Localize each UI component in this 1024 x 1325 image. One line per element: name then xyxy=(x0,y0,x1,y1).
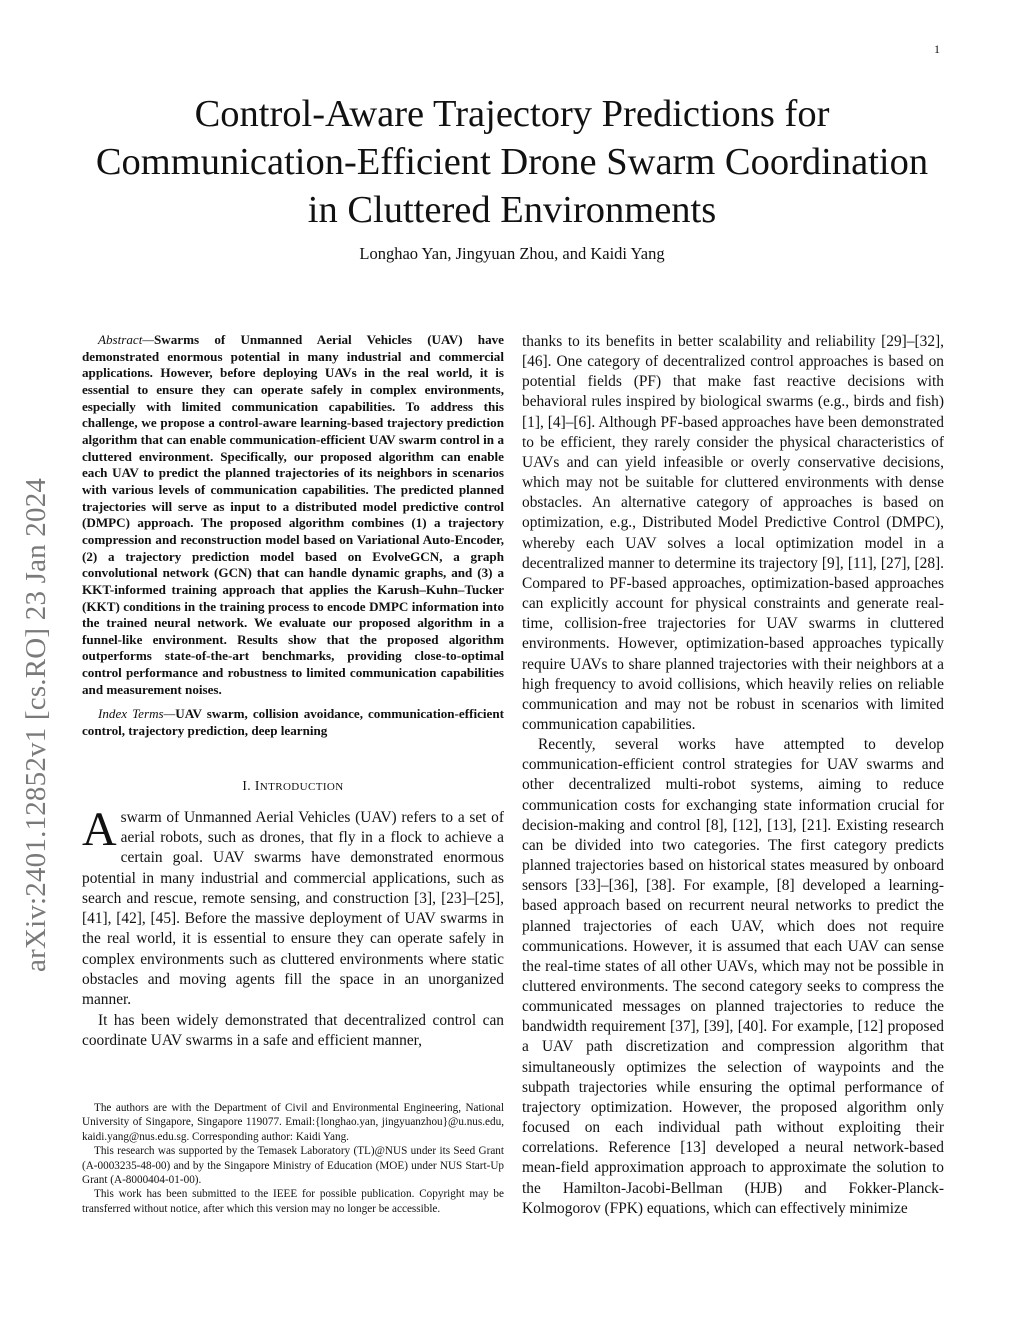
left-column xyxy=(82,332,504,1051)
right-paragraph-2: Recently, several works have attempted to develop communication-efficient control strategies for UAV swarms and other decentralized multi-robot systems, aiming to reduce communication costs for exchanging state information crucial for decision-making and control [8], [12], [13], [21]. Existing research can be divided into two categories. The first category predicts planned trajectories based on historical states measured by onboard sensors [33]–[36], [38]. For example, [8] developed a learning-based approach based on recurrent neural networks to predict the planned trajectories of each UAV, which does not require communications. However, it is assumed that each UAV can sense the real-time states of all other UAVs, which may not be possible in cluttered environments. The second category seeks to compress the communicated messages on planned trajectories to reduce the bandwidth requirement [37], [39], [40]. For example, [12] proposed a UAV path discretization and compression algorithm that simultaneously optimizes the selection of waypoints and the subpath trajectories while ensuring the optimal performance of trajectory optimization. However, the proposed algorithm only focused on each individual path without exploiting their correlations. Reference [13] developed a neural network-based mean-field approximation approach to approximate the solution to the Hamilton-Jacobi-Bellman (HJB) and Fokker-Planck-Kolmogorov (FPK) equations, which can effectively minimize xyxy=(522,736,944,1217)
section-heading-introduction xyxy=(82,778,504,794)
title-line-3: in Cluttered Environments xyxy=(307,189,717,231)
intro-paragraph-1-text: swarm of Unmanned Aerial Vehicles (UAV) refers to a set of aerial robots, such as drones, that fly in a flock to achieve a certain goal. UAV swarms have demonstrated enormous potential in many industrial and commercial applications, such as search and rescue, remote sensing, and construction [3], [23]–[25], [41], [42], [45]. Before the massive deployment of UAV swarms in the real world, it is essential to ensure they can operate safely in complex environments such as cluttered environments where static obstacles and moving agents fill the space in an unorganized manner. xyxy=(82,808,504,1009)
footnotes xyxy=(82,1101,504,1216)
intro-paragraph-1 xyxy=(82,802,504,1011)
footnote-copyright: This work has been submitted to the IEEE for possible publication. Copyright may be transferred without notice, after which this version may no longer be accessible. xyxy=(82,1188,504,1215)
index-terms xyxy=(82,706,504,739)
abstract xyxy=(82,332,504,698)
footnote-affiliation: The authors are with the Department of Civil and Environmental Engineering, National University of Singapore, Singapore 119077. Email:{longhao.yan, jingyuanzhou}@u.nus.edu, kaidi.yang@nus.edu.sg. Corresponding author: Kaidi Yang. xyxy=(82,1102,504,1143)
title-line-1: Control-Aware Trajectory Predictions for xyxy=(194,93,830,135)
paper-title xyxy=(60,90,964,234)
section-number: I. xyxy=(242,777,252,793)
index-terms-lead: Index Terms— xyxy=(98,706,176,722)
abstract-text: Swarms of Unmanned Aerial Vehicles (UAV) have demonstrated enormous potential in many industrial and commercial applications. However, before deploying UAVs in the real world, it is essential to ensure they can operate safely in complex environments, especially with limited communication capabilities. To address this challenge, we propose a control-aware learning-based trajectory prediction algorithm that can enable communication-efficient UAV swarm control in a cluttered environment. Specifically, our proposed algorithm can enable each UAV to predict the planned trajectories of its neighbors in scenarios with various levels of communication capabilities. The predicted planned trajectories will serve as input to a distributed model predictive control (DMPC) approach. The proposed algorithm combines (1) a trajectory compression and reconstruction model based on Variational Auto-Encoder, (2) a trajectory prediction model based on EvolveGCN, a graph convolutional network (GCN) that can handle dynamic graphs, and (3) a KKT-informed training approach that applies the Karush–Kuhn–Tucker (KKT) conditions in the training process to encode DMPC information into the trained neural network. We evaluate our proposed algorithm in a funnel-like environment. Results show that the proposed algorithm outperforms state-of-the-art benchmarks, providing close-to-optimal control performance and robustness to limited communication capabilities and measurement noises. xyxy=(82,332,504,697)
arxiv-identifier-stamp: arXiv:2401.12852v1 [cs.RO] 23 Jan 2024 xyxy=(20,477,52,972)
right-paragraph-1: thanks to its benefits in better scalability and reliability [29]–[32], [46]. One category of decentralized control approaches is based on potential fields (PF) that make fast reactive decisions with behavioral rules inspired by biological swarms (e.g., birds and fish) [1], [4]–[6]. Although PF-based approaches have been demonstrated to be efficient, they rarely consider the physical characteristics of UAVs and can yield infeasible or overly conservative decisions, which may not be suitable for cluttered environments with dense obstacles. An alternative category of approaches is based on optimization, e.g., Distributed Model Predictive Control (DMPC), whereby each UAV solves a local optimization model in a decentralized manner to determine its trajectory [9], [11], [27], [28]. Compared to PF-based approaches, optimization-based approaches can explicitly account for physical constraints and generate real-time, collision-free trajectories for UAV swarms in cluttered environments. However, optimization-based approaches typically require UAVs to share planned trajectories with their neighbors at a high frequency to avoid collisions, which heavily relies on reliable communication and may not be robust in scenarios with limited communication capabilities. xyxy=(522,333,944,733)
page-number: 1 xyxy=(934,42,940,56)
title-line-2: Communication-Efficient Drone Swarm Coordination xyxy=(95,141,929,183)
abstract-lead: Abstract— xyxy=(98,332,155,347)
intro-paragraph-2: It has been widely demonstrated that decentralized control can coordinate UAV swarms in a safe and efficient manner, xyxy=(82,1011,504,1049)
index-terms-text: UAV swarm, collision avoidance, communication-efficient control, trajectory prediction, deep learning xyxy=(82,706,504,739)
author-list: Longhao Yan, Jingyuan Zhou, and Kaidi Yang xyxy=(359,244,665,263)
drop-cap-letter: A xyxy=(82,802,117,856)
section-title-first-letter: I xyxy=(254,777,260,793)
right-column xyxy=(522,332,944,1219)
footnote-funding: This research was supported by the Temasek Laboratory (TL)@NUS under its Seed Grant (A-0003235-48-00) and by the Singapore Ministry of Education (MOE) under NUS Start-Up Grant (A-8000404-01-00). xyxy=(82,1145,504,1187)
section-title-rest: NTRODUCTION xyxy=(259,780,344,793)
